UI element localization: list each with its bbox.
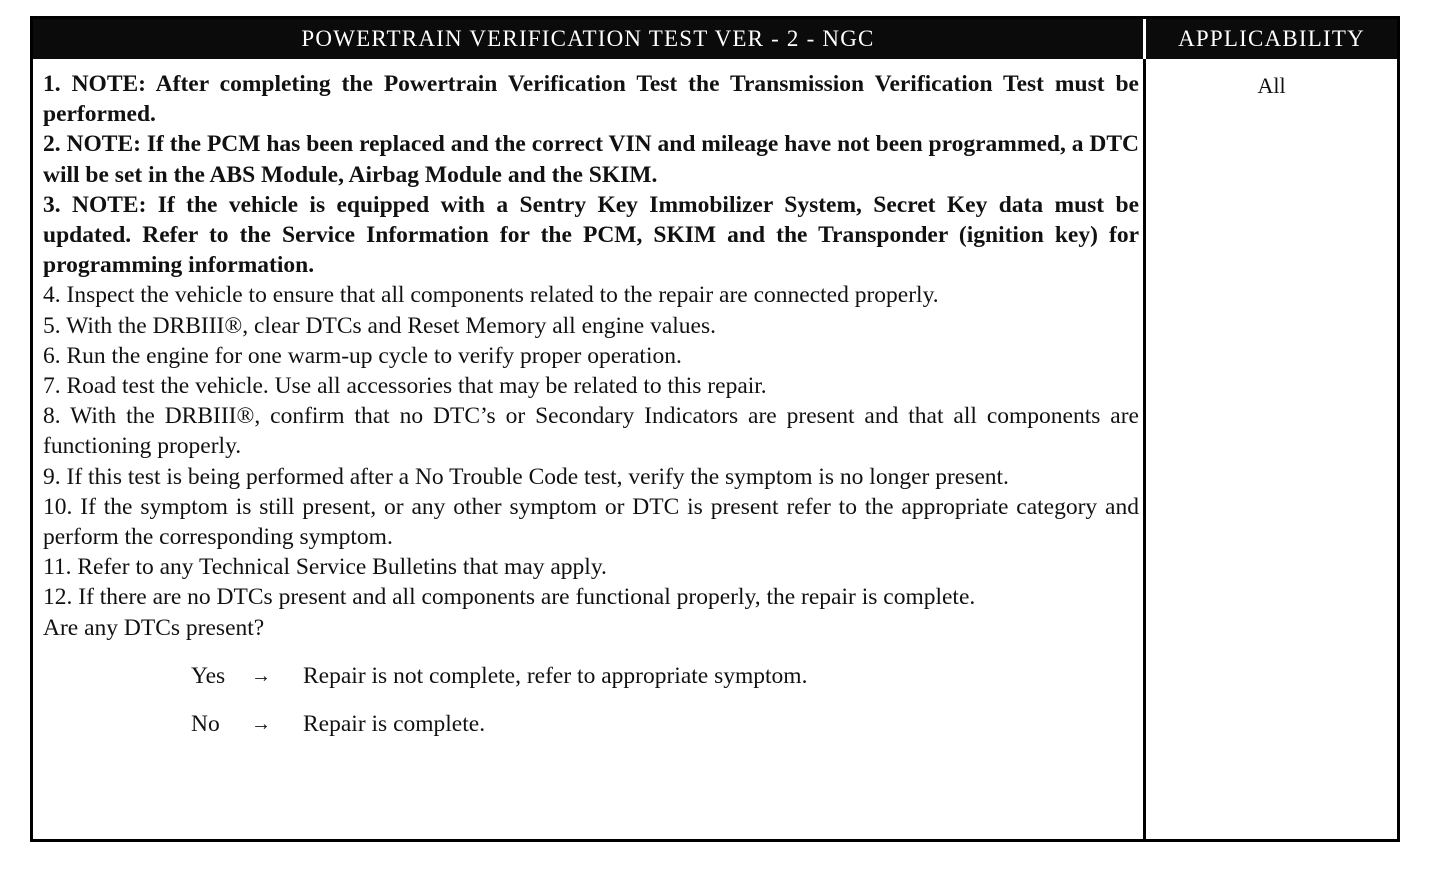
table-title: POWERTRAIN VERIFICATION TEST VER - 2 - NGC bbox=[33, 19, 1146, 59]
answer-no-label: No bbox=[191, 710, 220, 737]
step-12: 12. If there are no DTCs present and all components are functional properly, the repair is complete. bbox=[43, 584, 976, 611]
step-2-note: 2. NOTE: If the PCM has been replaced and the correct VIN and mileage have not been programmed, a DTC will be set in the ABS Module, Airbag Module and the SKIM. bbox=[43, 131, 1139, 188]
answer-yes-label: Yes bbox=[191, 662, 226, 689]
step-10: 10. If the symptom is still present, or any other symptom or DTC is present refer to the appropriate category and perform the corresponding symptom. bbox=[43, 493, 1139, 551]
procedure-table bbox=[30, 16, 1400, 842]
step-4: 4. Inspect the vehicle to ensure that all components related to the repair are connected properly. bbox=[43, 282, 939, 309]
step-9: 9. If this test is being performed after a No Trouble Code test, verify the symptom is no longer present. bbox=[43, 463, 1009, 490]
applicability-value: All bbox=[1257, 73, 1286, 98]
arrow-right-icon: → bbox=[251, 664, 271, 687]
step-1-note: 1. NOTE: After completing the Powertrain Verification Test the Transmission Verification Test must be performed. bbox=[43, 71, 1139, 128]
answer-yes-text: Repair is not complete, refer to appropriate symptom. bbox=[303, 662, 808, 689]
step-7: 7. Road test the vehicle. Use all accessories that may be related to this repair. bbox=[43, 373, 767, 400]
answer-no bbox=[191, 709, 1139, 739]
step-8: 8. With the DRBIII®, confirm that no DTC’s or Secondary Indicators are present and that all components are functioning properly. bbox=[43, 403, 1139, 460]
step-6: 6. Run the engine for one warm-up cycle to verify proper operation. bbox=[43, 342, 682, 369]
procedure-body bbox=[33, 59, 1146, 839]
step-3-note: 3. NOTE: If the vehicle is equipped with a Sentry Key Immobilizer System, Secret Key data must be updated. Refer to the Service Information for the PCM, SKIM and the Transponder (ignition key) for programming information. bbox=[43, 191, 1139, 279]
step-11: 11. Refer to any Technical Service Bulletins that may apply. bbox=[43, 554, 607, 581]
applicability-header: APPLICABILITY bbox=[1146, 19, 1397, 59]
answer-yes bbox=[191, 661, 1139, 691]
question-text: Are any DTCs present? bbox=[43, 614, 265, 641]
step-5: 5. With the DRBIII®, clear DTCs and Reset Memory all engine values. bbox=[43, 312, 717, 339]
arrow-right-icon: → bbox=[251, 712, 271, 735]
answer-no-text: Repair is complete. bbox=[303, 710, 486, 737]
